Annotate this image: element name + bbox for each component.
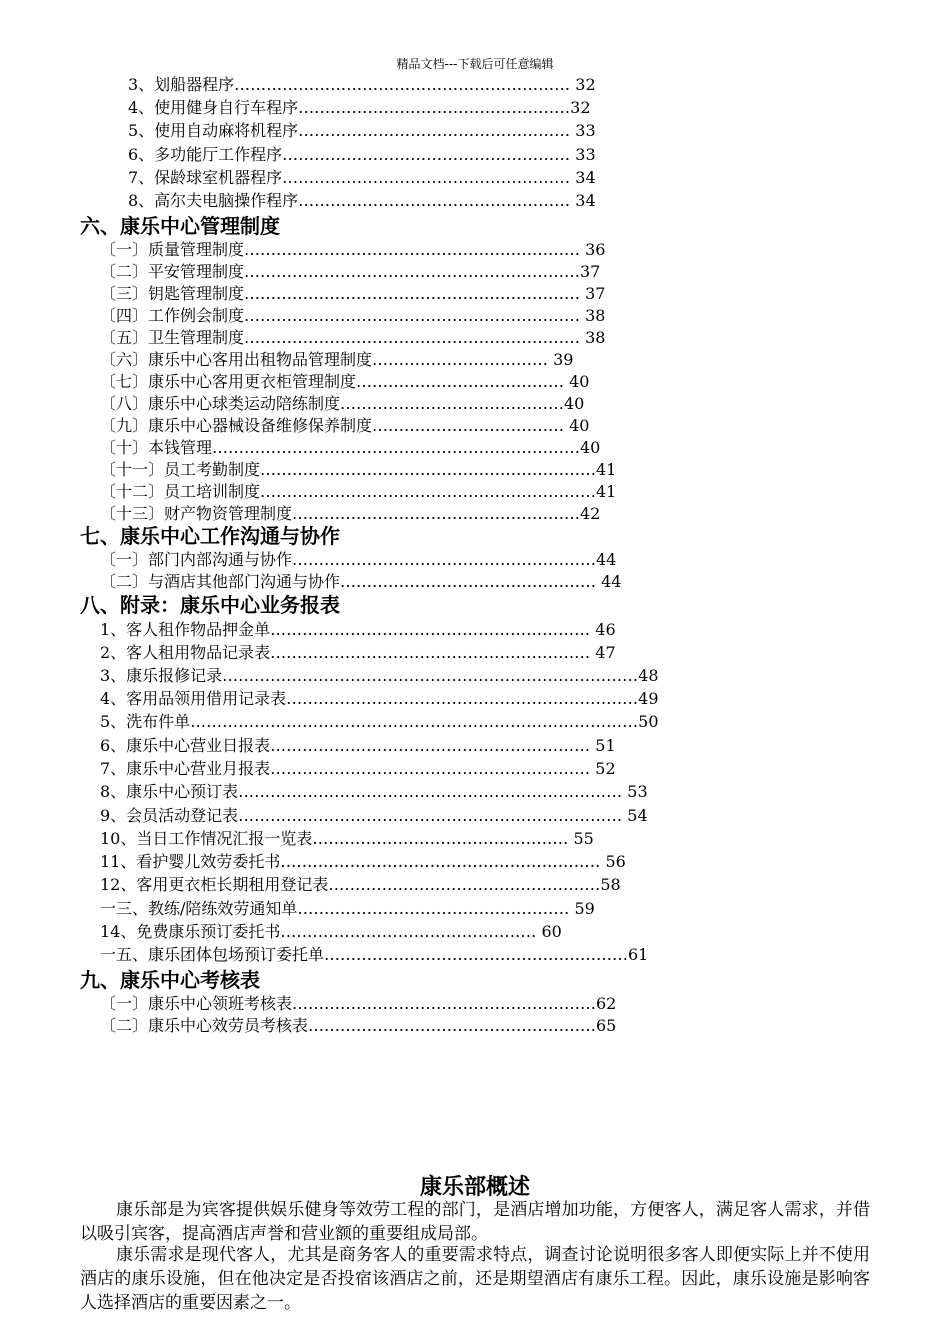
toc-item: 〔一〕康乐中心领班考核表…………………………………………………62 [100,994,617,1013]
toc-item: 一三、教练/陪练效劳通知单…………………………………………… 59 [100,899,595,918]
body-paragraph: 康乐需求是现代客人，尤其是商务客人的重要需求特点，调查讨论说明很多客人即便实际上并不使用酒店的康乐设施，但在他决定是否投宿该酒店之前，还是期望酒店有康乐工程。因此，康乐设施是影响客人选择酒店的重要因素之一。 [80,1245,870,1313]
toc-item: 5、使用自动麻将机程序…………………………………………… 33 [128,121,596,140]
toc-item: 〔四〕工作例会制度……………………………………………………… 38 [100,306,606,325]
toc-item: 14、免费康乐预订委托书………………………………………… 60 [100,922,562,941]
toc-item: 10、当日工作情况汇报一览表………………………………………… 55 [100,829,594,848]
toc-item: 〔二〕与酒店其他部门沟通与协作………………………………………… 44 [100,572,622,591]
toc-item: 〔七〕康乐中心客用更衣柜管理制度………………………………… 40 [100,372,590,391]
toc-item: 11、看护婴儿效劳委托书…………………………………………………… 56 [100,852,626,871]
page-header: 精品文档---下载后可任意编辑 [396,57,554,71]
toc-item: 7、康乐中心营业月报表…………………………………………………… 52 [100,759,616,778]
toc-section-heading: 八、附录：康乐中心业务报表 [80,593,340,617]
toc-item: 〔一〕质量管理制度……………………………………………………… 36 [100,240,606,259]
toc-item: 〔八〕康乐中心球类运动陪练制度……………………………………40 [100,394,585,413]
toc-item: 〔十二〕员工培训制度………………………………………………………41 [100,482,617,501]
toc-item: 7、保龄球室机器程序……………………………………………… 34 [128,168,596,187]
toc-item: 8、高尔夫电脑操作程序…………………………………………… 34 [128,191,596,210]
toc-item: 9、会员活动登记表……………………………………………………………… 54 [100,806,648,825]
toc-item: 3、康乐报修记录……………………………………………………………………48 [100,666,659,685]
toc-item: 3、划船器程序……………………………………………………… 32 [128,75,596,94]
toc-item: 1、客人租作物品押金单…………………………………………………… 46 [100,620,616,639]
toc-section-heading: 七、康乐中心工作沟通与协作 [80,524,340,548]
toc-item: 〔一〕部门内部沟通与协作…………………………………………………44 [100,550,617,569]
toc-section-heading: 九、康乐中心考核表 [80,968,260,992]
toc-item: 6、康乐中心营业日报表…………………………………………………… 51 [100,736,616,755]
toc-item: 8、康乐中心预订表……………………………………………………………… 53 [100,782,648,801]
toc-item: 4、客用品领用借用记录表…………………………………………………………49 [100,689,659,708]
toc-item: 〔六〕康乐中心客用出租物品管理制度…………………………… 39 [100,350,574,369]
body-paragraph: 康乐部是为宾客提供娱乐健身等效劳工程的部门，是酒店增加功能，方便客人，满足客人需求，并借以吸引宾客，提高酒店声誉和营业额的重要组成局部。 [80,1200,870,1244]
toc-item: 〔九〕康乐中心器械设备维修保养制度……………………………… 40 [100,416,590,435]
toc-item: 5、洗布件单…………………………………………………………………………50 [100,712,659,731]
toc-item: 4、使用健身自行车程序……………………………………………32 [128,98,591,117]
toc-item: 〔十一〕员工考勤制度………………………………………………………41 [100,460,617,479]
toc-item: 12、客用更衣柜长期租用登记表……………………………………………58 [100,875,621,894]
toc-item: 一五、康乐团体包场预订委托单…………………………………………………61 [100,945,649,964]
section-title: 康乐部概述 [419,1175,530,1200]
toc-item: 〔二〕康乐中心效劳员考核表………………………………………………65 [100,1016,617,1035]
toc-item: 〔五〕卫生管理制度……………………………………………………… 38 [100,328,606,347]
toc-item: 〔十三〕财产物资管理制度………………………………………………42 [100,504,601,523]
toc-item: 2、客人租用物品记录表…………………………………………………… 47 [100,643,616,662]
toc-section-heading: 六、康乐中心管理制度 [80,214,280,238]
toc-item: 〔三〕钥匙管理制度……………………………………………………… 37 [100,284,606,303]
toc-item: 6、多功能厅工作程序……………………………………………… 33 [128,145,596,164]
toc-item: 〔二〕平安管理制度………………………………………………………37 [100,262,601,281]
toc-item: 〔十〕本钱管理……………………………………………………………40 [100,438,601,457]
